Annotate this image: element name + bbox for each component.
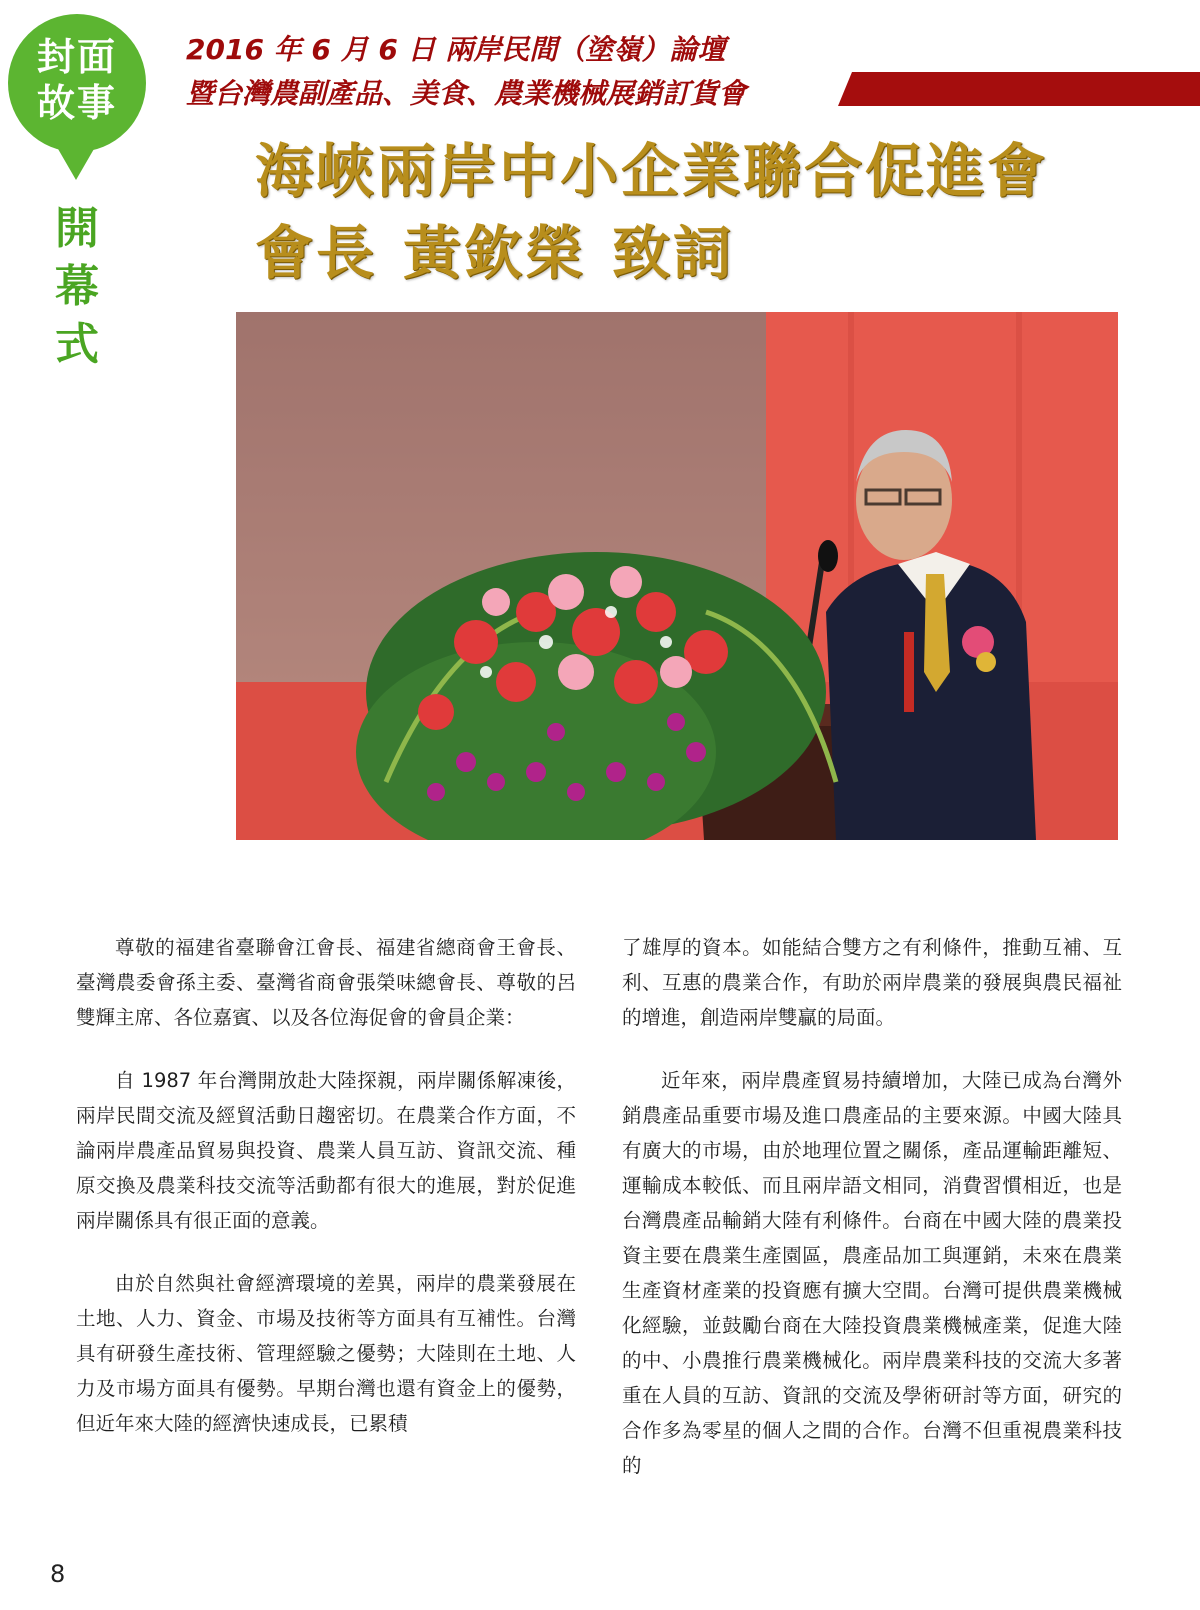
title-speaker-name: 黃欽榮 — [403, 219, 587, 287]
section-char-2: 幕 — [55, 261, 99, 312]
badge-pointer — [54, 142, 98, 180]
article-column-right — [622, 930, 1122, 1511]
article-title-line-1: 海峽兩岸中小企業聯合促進會 — [255, 137, 1049, 205]
event-header-line-2: 暨台灣農副產品、美食、農業機械展銷訂貨會 — [186, 77, 747, 110]
speaker-photo — [236, 312, 1118, 840]
section-char-1: 開 — [55, 203, 99, 254]
cover-story-badge — [8, 14, 146, 152]
speaker-photo-illustration — [236, 312, 1118, 840]
badge-text — [8, 34, 146, 126]
event-header-line-1: 2016 年 6 月 6 日 兩岸民間（塗嶺）論壇 — [186, 33, 726, 66]
badge-line-2: 故事 — [36, 81, 117, 125]
paragraph-trade: 近年來，兩岸農產貿易持續增加，大陸已成為台灣外銷農產品重要市場及進口農產品的主要來源。中國大陸具有廣大的市場，由於地理位置之關係，產品運輸距離短、運輸成本較低、而且兩岸語文相同，消費習慣相近，也是台灣農產品輸銷大陸有利條件。台商在中國大陸的農業投資主要在農業生產園區，農產品加工與運銷，未來在農業生產資材產業的投資應有擴大空間。台灣可提供農業機械化經驗，並鼓勵台商在大陸投資農業機械產業，促進大陸的中、小農推行農業機械化。兩岸農業科技的交流大多著重在人員的互訪、資訊的交流及學術研討等方面，研究的合作多為零星的個人之間的合作。台灣不但重視農業科技的 — [622, 1069, 1122, 1477]
paragraph-history: 自 1987 年台灣開放赴大陸探親，兩岸關係解凍後，兩岸民間交流及經貿活動日趨密切。在農業合作方面，不論兩岸農產品貿易與投資、農業人員互訪、資訊交流、種原交換及農業科技交流等活動都有很大的進展，對於促進兩岸關係具有很正面的意義。 — [76, 1069, 576, 1232]
badge-line-1: 封面 — [36, 35, 117, 79]
paragraph-complementarity: 由於自然與社會經濟環境的差異，兩岸的農業發展在土地、人力、資金、市場及技術等方面具有互補性。台灣具有研發生產技術、管理經驗之優勢；大陸則在土地、人力及市場方面具有優勢。早期台灣也還有資金上的優勢，但近年來大陸的經濟快速成長，已累積 — [76, 1272, 576, 1435]
article-column-left — [76, 930, 576, 1469]
header-red-bar — [838, 72, 1200, 106]
section-label-vertical — [52, 200, 102, 374]
page-number: 8 — [50, 1560, 66, 1588]
section-char-3: 式 — [55, 319, 99, 370]
paragraph-continuation: 了雄厚的資本。如能結合雙方之有利條件，推動互補、互利、互惠的農業合作，有助於兩岸農業的發展與農民福祉的增進，創造兩岸雙贏的局面。 — [622, 936, 1122, 1029]
paragraph-greeting: 尊敬的福建省臺聯會江會長、福建省總商會王會長、臺灣農委會孫主委、臺灣省商會張榮味總會長、尊敬的呂雙輝主席、各位嘉賓、以及各位海促會的會員企業： — [76, 936, 576, 1029]
event-header — [186, 28, 846, 116]
article-title-line-2 — [255, 212, 1155, 294]
title-action: 致詞 — [612, 219, 735, 287]
title-position: 會長 — [255, 219, 378, 287]
article-title — [255, 130, 1155, 294]
